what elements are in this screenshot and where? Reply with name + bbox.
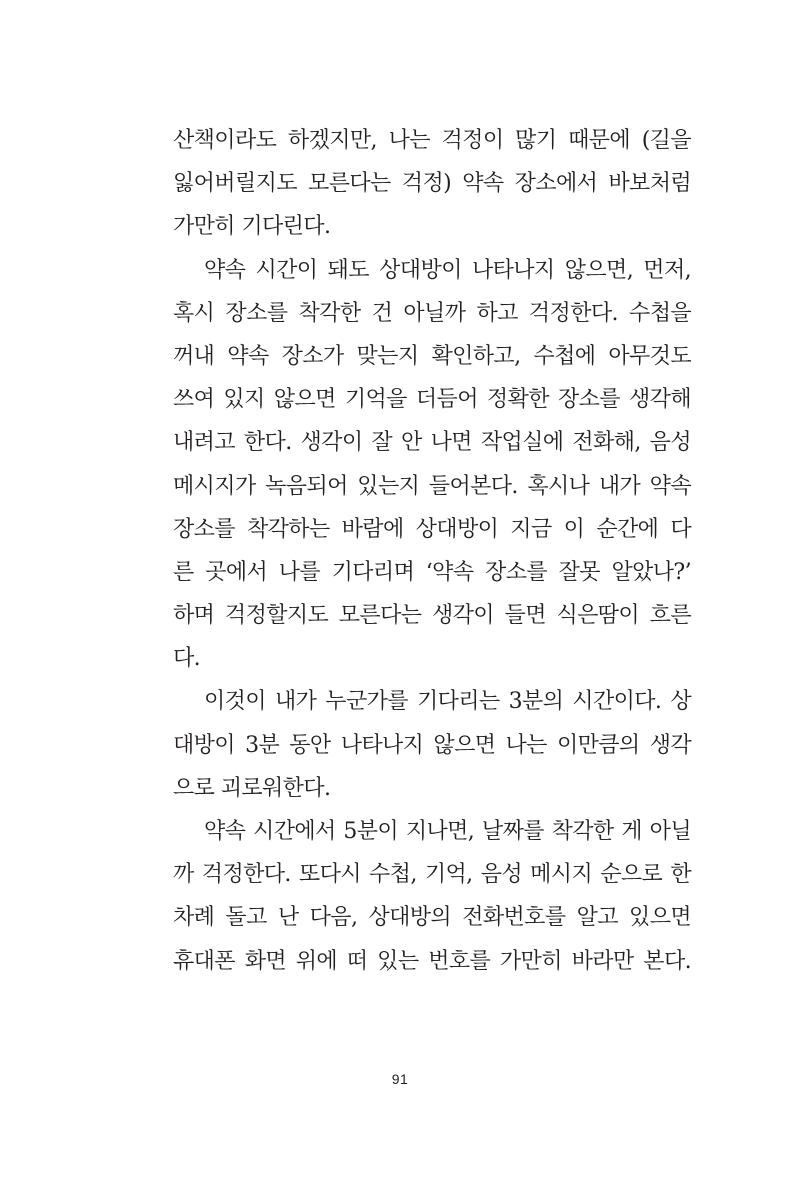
text-line: 산책이라도 하겠지만, 나는 걱정이 많기 때문에 (길을 (173, 128, 691, 153)
text-line: 으로 괴로워한다. (173, 775, 331, 801)
paragraph-start-line: 약속 시간에서 5분이 지나면, 날짜를 착각한 게 아닐 (204, 819, 691, 844)
text-line: 쓰여 있지 않으면 기억을 더듬어 정확한 장소를 생각해 (173, 387, 691, 413)
text-line: 다. (173, 646, 201, 672)
text-line: 메시지가 녹음되어 있는지 들어본다. 혹시나 내가 약속 (173, 473, 691, 499)
text-line: 잃어버릴지도 모른다는 걱정) 약속 장소에서 바보처럼 (173, 171, 691, 197)
text-line: 대방이 3분 동안 나타나지 않으면 나는 이만큼의 생각 (173, 732, 691, 758)
text-line: 차례 돌고 난 다음, 상대방의 전화번호를 알고 있으면 (173, 905, 691, 931)
text-line: 혹시 장소를 착각한 건 아닐까 하고 걱정한다. 수첩을 (173, 300, 691, 326)
text-line: 하며 걱정할지도 모른다는 생각이 들면 식은땀이 흐른 (173, 603, 691, 629)
text-line: 가만히 기다린다. (173, 214, 331, 240)
text-line: 내려고 한다. 생각이 잘 안 나면 작업실에 전화해, 음성 (173, 430, 691, 456)
text-line: 꺼내 약속 장소가 맞는지 확인하고, 수첩에 아무것도 (173, 343, 691, 369)
paragraph-start-line: 이것이 내가 누군가를 기다리는 3분의 시간이다. 상 (204, 689, 691, 715)
body-text (173, 119, 691, 983)
paragraph-start-line: 약속 시간이 돼도 상대방이 나타나지 않으면, 먼저, (204, 257, 691, 283)
text-line: 까 걱정한다. 또다시 수첩, 기억, 음성 메시지 순으로 한 (173, 862, 691, 888)
text-line: 장소를 착각하는 바람에 상대방이 지금 이 순간에 다 (173, 516, 691, 542)
text-line: 휴대폰 화면 위에 떠 있는 번호를 가만히 바라만 본다. (173, 948, 691, 974)
text-line: 른 곳에서 나를 기다리며 ‘약속 장소를 잘못 알았나?’ (173, 559, 691, 585)
page-number: 91 (391, 1071, 409, 1087)
